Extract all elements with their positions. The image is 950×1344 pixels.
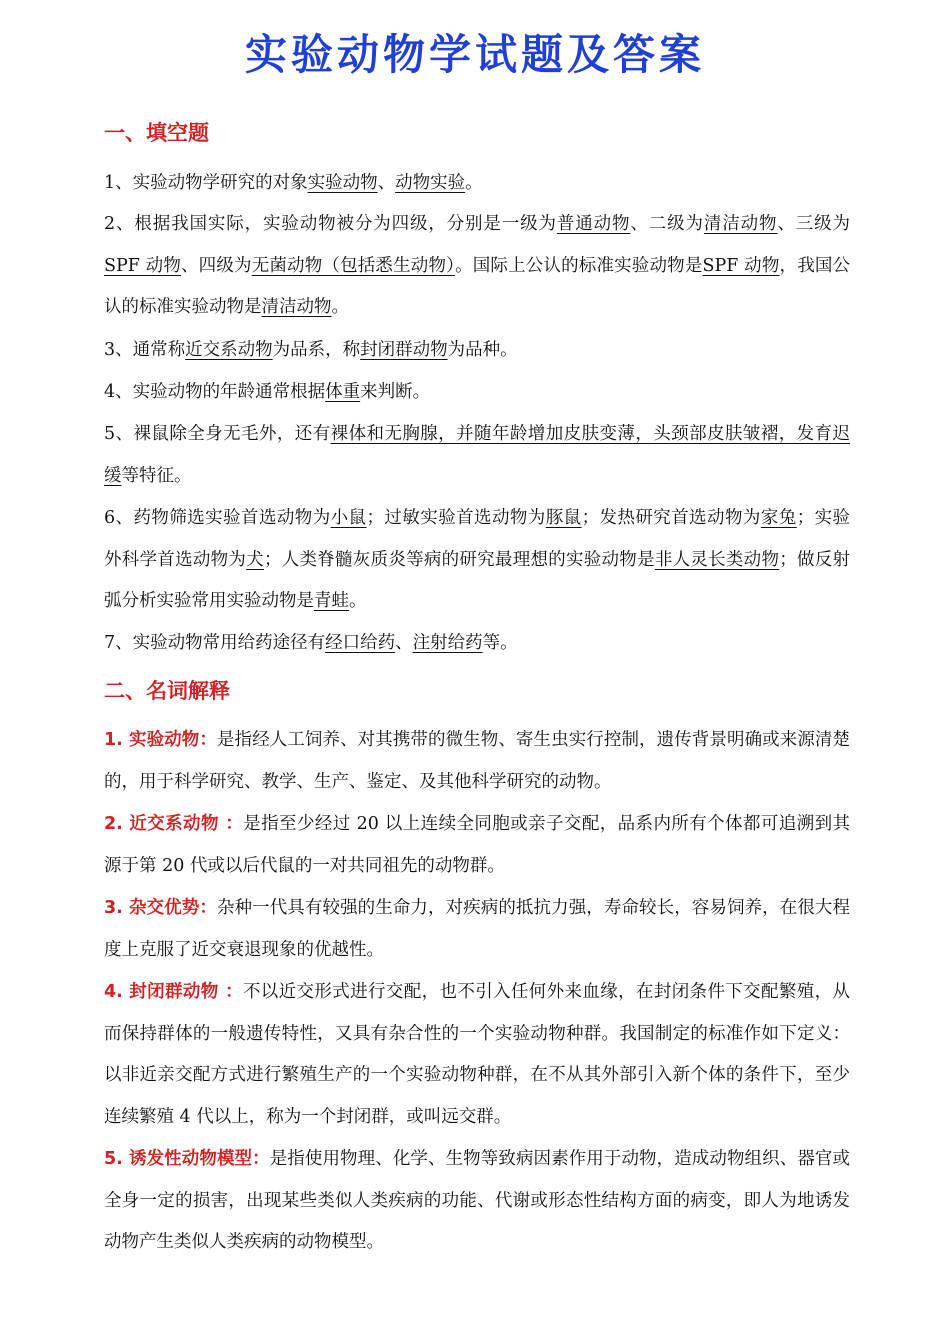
answer-blank: 犬 — [246, 549, 264, 570]
answer-blank: 裸体和无胸腺，并随年龄增加皮肤变薄，头颈部皮肤皱褶，发育迟缓 — [104, 424, 850, 486]
definition-item: 4. 封闭群动物 ：不以近交形式进行交配，也不引入任何外来血缘，在封闭条件下交配繁殖，从而保持群体的一般遗传特性，又具有杂合性的一个实验动物种群。我国制定的标准作如下定义：以非近亲交配方式进行繁殖生产的一个实验动物种群，在不从其外部引入新个体的条件下，至少连续繁殖 4 代以上，称为一个封闭群，或叫远交群。 — [104, 982, 850, 1127]
answer-blank: 封闭群动物 — [360, 340, 448, 360]
definition-term: 2. 近交系动物 ： — [104, 814, 244, 834]
definition-term: 1. 实验动物： — [104, 730, 217, 750]
definition-item: 1. 实验动物：是指经人工饲养、对其携带的微生物、寄生虫实行控制，遗传背景明确或来源清楚的，用于科学研究、教学、生产、鉴定、及其他科学研究的动物。 — [104, 730, 851, 792]
answer-blank: 家兔 — [760, 508, 797, 528]
answer-blank: 体重 — [325, 382, 361, 402]
definition-item: 2. 近交系动物 ：是指至少经过 20 以上连续全同胞或亲子交配，品系内所有个体都可追溯到其源于第 20 代或以后代鼠的一对共同祖先的动物群。 — [104, 814, 850, 876]
answer-blank: SPF 动物 — [104, 255, 181, 276]
answer-blank: 经口给药 — [325, 633, 396, 653]
page-title: 实验动物学试题及答案 — [244, 30, 705, 79]
question-7: 7、实验动物常用给药途径有经口给药、注射给药等。 — [104, 633, 518, 653]
section-heading-definitions: 二、名词解释 — [104, 679, 230, 703]
definition-item: 5. 诱发性动物模型：是指使用物理、化学、生物等致病因素作用于动物，造成动物组织、器官或全身一定的损害，出现某些类似人类疾病的功能、代谢或形态性结构方面的病变，即人为地诱发动物产生类似人类疾病的动物模型。 — [104, 1149, 850, 1252]
answer-blank: 青蛙 — [314, 591, 349, 611]
answer-blank: 实验动物 — [307, 173, 378, 193]
answer-blank: 清洁动物 — [261, 297, 332, 317]
definition-term: 4. 封闭群动物 ： — [104, 982, 243, 1002]
definition-item: 3. 杂交优势：杂种一代具有较强的生命力，对疾病的抵抗力强，寿命较长，容易饲养，在很大程度上克服了近交衰退现象的优越性。 — [104, 898, 851, 960]
question-1: 1、实验动物学研究的对象实验动物、动物实验。 — [104, 173, 483, 193]
question-6: 6、药物筛选实验首选动物为小鼠；过敏实验首选动物为豚鼠；发热研究首选动物为家兔；实验外科学首选动物为犬；人类脊髓灰质炎等病的研究最理想的实验动物是非人灵长类动物；做反射弧分析实验常用实验动物是青蛙。 — [104, 508, 851, 611]
question-5: 5、裸鼠除全身无毛外，还有裸体和无胸腺，并随年龄增加皮肤变薄，头颈部皮肤皱褶，发育迟缓等特征。 — [104, 424, 850, 486]
definition-term: 5. 诱发性动物模型： — [104, 1149, 270, 1169]
answer-blank: 普通动物 — [556, 214, 631, 234]
answer-blank: 豚鼠 — [545, 508, 582, 528]
answer-blank: 非人灵长类动物 — [654, 549, 780, 570]
answer-blank: SPF 动物 — [702, 255, 780, 276]
question-3: 3、通常称近交系动物为品系，称封闭群动物为品种。 — [104, 340, 518, 360]
answer-blank: 无菌动物（包括悉生动物） — [251, 255, 456, 276]
answer-blank: 清洁动物 — [703, 214, 778, 234]
definition-term: 3. 杂交优势： — [104, 898, 217, 918]
answer-blank: 近交系动物 — [185, 340, 273, 360]
answer-blank: 注射给药 — [412, 633, 483, 653]
question-4: 4、实验动物的年龄通常根据体重来判断。 — [104, 382, 431, 402]
answer-blank: 动物实验 — [395, 173, 466, 193]
question-2: 2、根据我国实际，实验动物被分为四级，分别是一级为普通动物、二级为清洁动物、三级为SPF 动物、四级为无菌动物（包括悉生动物）。国际上公认的标准实验动物是SPF 动物，我国公认的标准实验动物是清洁动物。 — [104, 214, 851, 317]
answer-blank: 小鼠 — [330, 508, 367, 528]
section-heading-fill-blank: 一、填空题 — [104, 121, 209, 145]
